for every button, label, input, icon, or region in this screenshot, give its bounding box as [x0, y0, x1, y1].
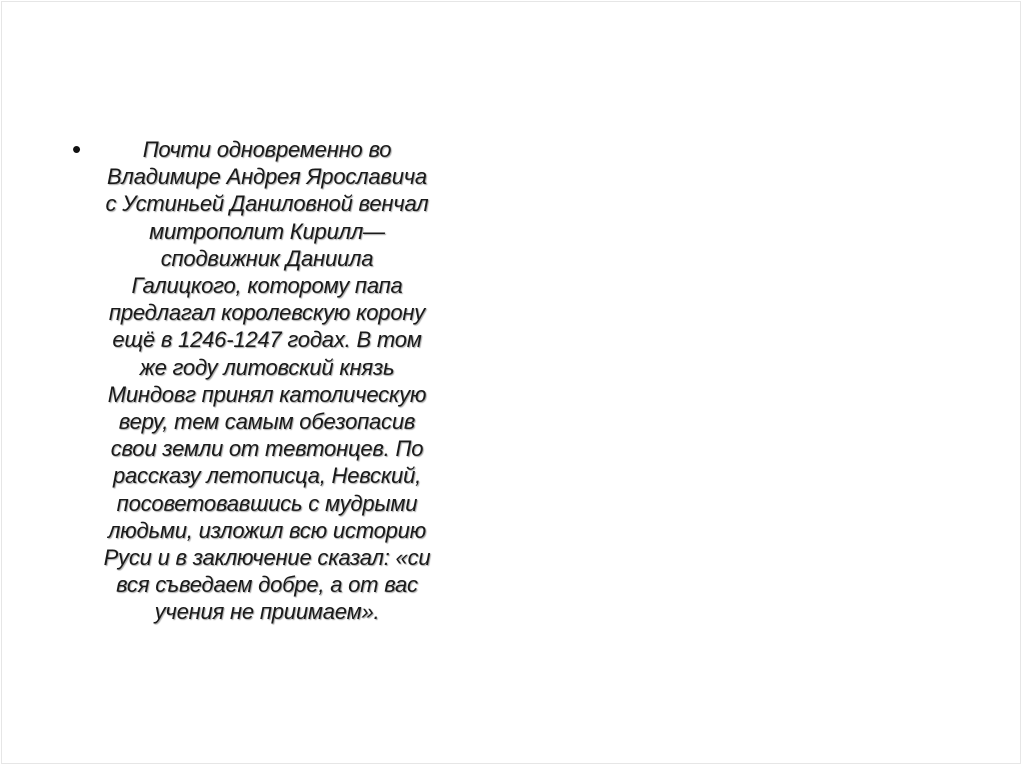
text-line: учения не приимаем». [154, 599, 380, 625]
text-line: вся съведаем добре, а от вас [116, 572, 418, 598]
text-line: Миндовг принял католическую [107, 381, 427, 407]
text-line: ещё в 1246-1247 годах. В том [112, 327, 422, 353]
bullet-text [62, 136, 472, 626]
text-line: Руси и в заключение сказал: «си [103, 545, 431, 571]
text-line: же году литовский князь [139, 354, 395, 380]
bullet-dot: • [72, 134, 82, 164]
text-line: с Устиньей Даниловной венчал [105, 191, 429, 217]
text-line: веру, тем самым обезопасив [118, 409, 416, 435]
text-line: митрополит Кирилл— [149, 218, 385, 244]
text-line: Почти одновременно во [142, 137, 392, 162]
text-line: посоветовавшись с мудрыми [116, 490, 418, 516]
text-line: предлагал королевскую корону [108, 300, 426, 326]
bullet-item [62, 136, 472, 626]
text-line: рассказу летописца, Невский, [112, 463, 422, 489]
text-line: сподвижник Даниила [160, 245, 374, 271]
text-line: людьми, изложил всю историю [107, 517, 427, 543]
text-line: Галицкого, которому папа [131, 273, 403, 299]
text-line: Владимире Андрея Ярославича [107, 164, 427, 190]
text-line: свои земли от тевтонцев. По [110, 436, 424, 462]
